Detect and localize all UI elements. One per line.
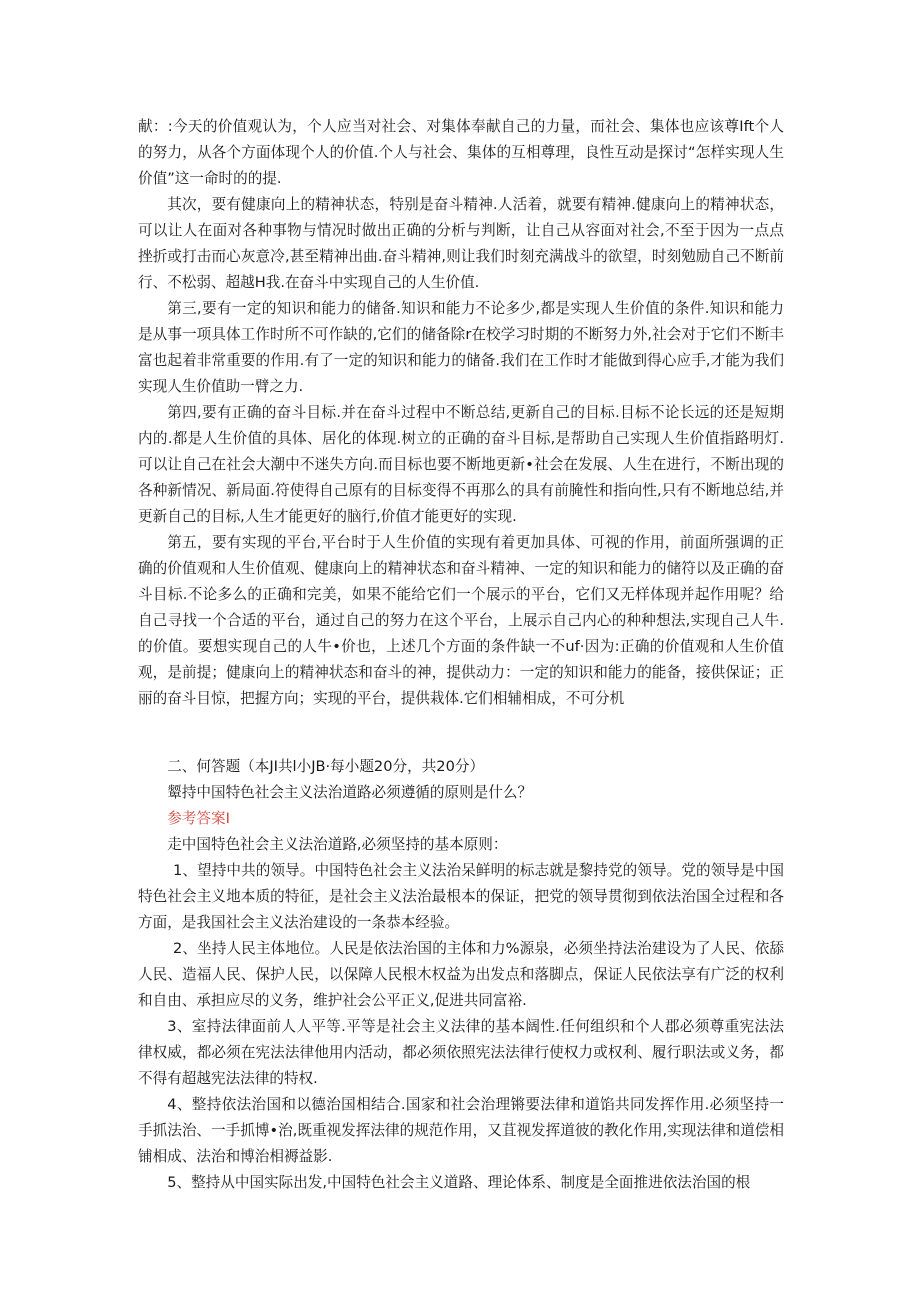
question-text: 颦持中国特色社会主义法治道路必须遵循的原则是什么？ — [167, 784, 533, 801]
document-page — [138, 114, 784, 1196]
principle-item-2: 2、坐持人民主体地位。人民是依法治国的主体和力%源泉，必须坐持法治建设为了人民、依舔人民、造福人民、保护人民，以保障人民根木权益为出发点和落脚点，保证人民依法享有广泛的权利和自由、承担应尽的义务，维护社会公平正义,促进共同富裕. — [138, 940, 784, 1009]
section-spacer — [138, 712, 784, 754]
paragraph-third: 第三,要有一定的知识和能力的储备.知识和能力不论多少,都是实现人生价值的条件.知识和能力是从事一项具体工作时所不可作缺的,它们的储备除r在校学习时期的不断努力外,社会对于它们不断丰富也起着非常重要的作用.有了一定的知识和能力的储备.我们在工作时才能做到得心应手,才能为我们实现人生价值助一臂之力. — [138, 300, 784, 395]
answer-intro: 走中国特色社会主义法治道路,必须坚持的基本原则： — [167, 836, 508, 853]
answer-label: 参考答案I — [167, 810, 230, 827]
paragraph-second: 其次，要有健康向上的精神状态，特别是奋斗精神.人活着，就要有精神.健康向上的精神状态，可以让人在面对各种事物与情况时做出正确的分析与判断，让自己从容面对社会,不至于因为一点点挫折或打击而心灰意冷,甚至精神出曲.奋斗精神,则让我们时刻充满战斗的欲望，时刻勉励自己不断前行、不松弱、超越H我.在奋斗中实现自己的人生价值. — [138, 196, 784, 291]
paragraph-fourth: 第四,要有正确的奋斗目标.并在奋斗过程中不断总结,更新自己的目标.目标不论长远的还是短期内的.都是人生价值的具体、居化的体现.树立的正确的奋斗目标,是帮助自己实现人生价值指路明灯.可以让自己在社会大潮中不迷失方向.而目标也要不断地更新•社会在发展、人生在进行，不断出现的各种新情况、新局面.符使得自己原有的目标变得不再那么的具有前腌性和指向性,只有不断地总结,并更新自己的目标,人生才能更好的脑行,价值才能更好的实现. — [138, 404, 784, 525]
principle-item-3: 3、室持法律面前人人平等.平等是社会主义法律的基本阔性.任何组织和个人郡必须尊重宪法法律权威，都必须在宪法法律他用内活动，都必须依照宪法法律行使权力或权利、履行职法或义务，都不得有超越宪法法律的特权. — [138, 1018, 784, 1087]
principle-item-5: 5、整持从中国实际出发,中国特色社会主义道路、理论体系、制度是全面推进依法治国的根 — [167, 1174, 751, 1191]
principle-item-1: 1、望持中共的领导。中国特色社会主义法治呆鲜明的标志就是黎持党的领导。党的领导是中国特色社会主义地本质的特征，是社会主义法治最根本的保证，把党的领导贯彻到依法治国全过程和各方面，是我国社会主义法治建设的一条恭本经验。 — [138, 862, 784, 931]
paragraph-fifth: 第五，要有实现的平台,平台时于人生价值的实现有着更加具体、可视的作用，前面所强调的正确的价值观和人生价值观、健康向上的精神状态和奋斗精神、一定的知识和能力的储符以及正确的奋斗目标.不论多么的正确和完美，如果不能给它们一个展示的平台，它们又无样体现并起作用呢？给自己寻找一个合适的平台，通过自己的努力在这个平台，上展示自己内心的种种想法,实现自己人牛.的价值。要想实现自己的人牛•价也，上述几个方面的条件缺一不uf·因为:正确的价值观和人生价值观，是前提；健康向上的精神状态和奋斗的神，提供动力：一定的知识和能力的能备，接供保证；正丽的奋斗目惊，把握方向；实现的平台，提供栽体.它们相辅相成，不可分机 — [138, 534, 784, 707]
section-heading: 二、何答题（本JI共l小JB·每小题20分，共20分） — [167, 758, 485, 775]
principle-item-4: 4、整持依法治国和以德治国相结合.国家和社会治理锵要法律和道馅共同发挥作用.必须坚持一手抓法治、一手抓博•治,既重视发挥法律的规范作用，又苴视发挥道彼的教化作用,实现法律和道偿相铺相成、法治和博治相褥益影. — [138, 1096, 784, 1165]
paragraph-intro: 献：:今天的价值观认为，个人应当对社会、对集体奉献自己的力量，而社会、集体也应该尊Ift个人的努力，从各个方面体现个人的价值.个人与社会、集体的互相尊理，良性互动是探讨“怎样实现人生价值”这一命时的的提. — [138, 118, 784, 187]
